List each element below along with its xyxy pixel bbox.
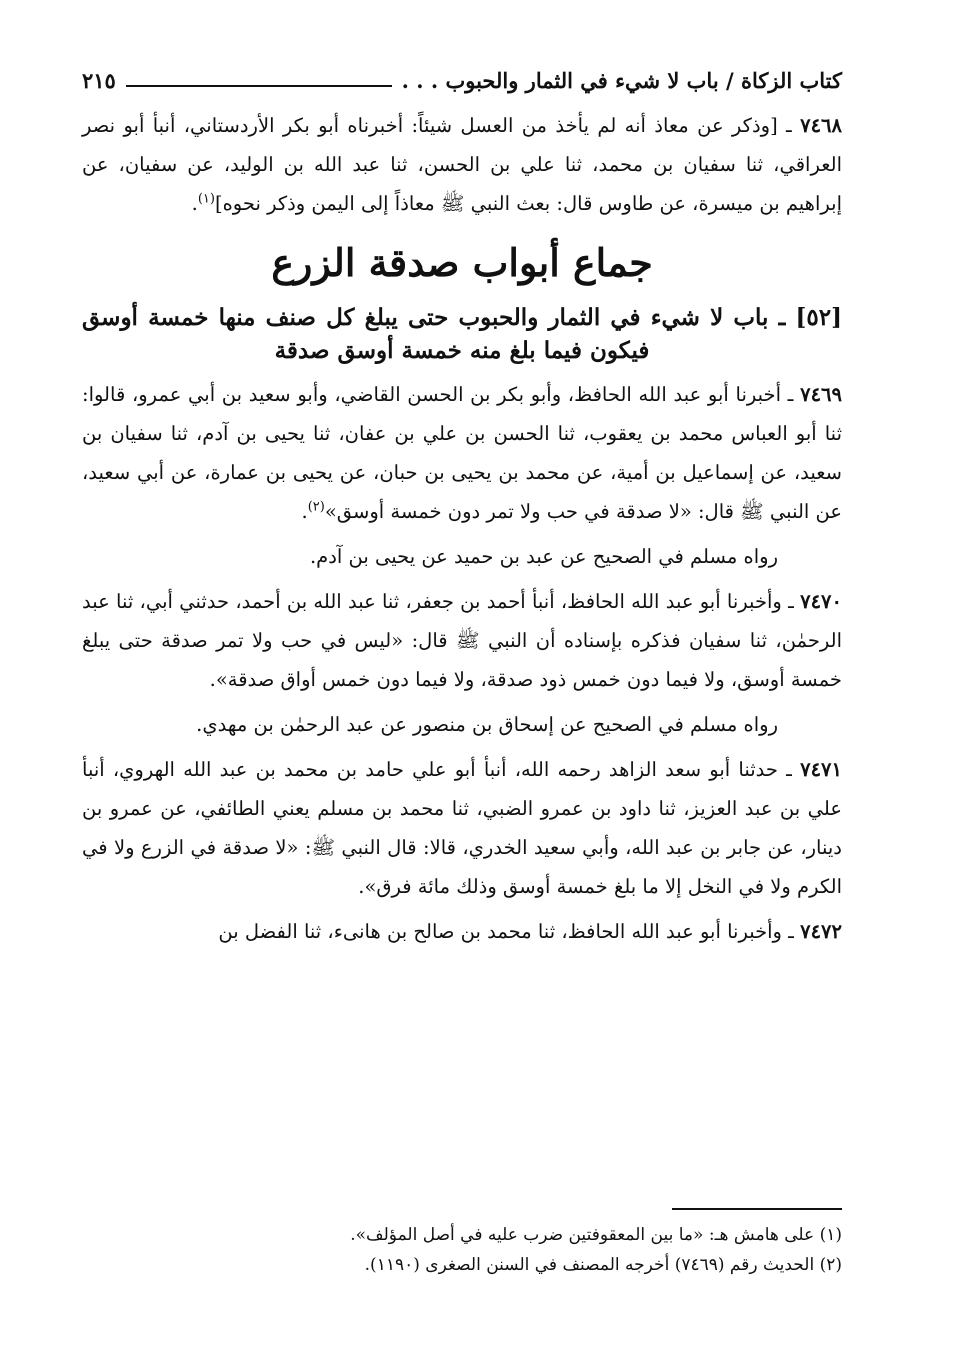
running-title: كتاب الزكاة / باب لا شيء في الثمار والحبوب . . . bbox=[401, 67, 842, 93]
chapter-title-line-2: فيكون فيما بلغ منه خمسة أوسق صدقة bbox=[274, 337, 650, 364]
hadith-end: . bbox=[191, 192, 198, 215]
footnote-1: (١) على هامش هـ: «ما بين المعقوفتين ضرب عليه في أصل المؤلف». bbox=[350, 1225, 842, 1245]
footnote-rule bbox=[672, 1208, 842, 1210]
hadith-text: ـ حدثنا أبو سعد الزاهد رحمه الله، أنبأ أبو علي حامد بن محمد بن عبد الله الهروي، أنبأ علي بن عبد العزيز، ثنا داود بن عمرو الضبي، ثنا محمد بن مسلم يعني الطائفي، عن عمرو بن دينار، عن جابر بن عبد الله، وأبي سعيد الخدري، قالا: قال النبي ﷺ: «لا صدقة في الزرع ولا في الكرم ولا في النخل إلا ما بلغ خمسة أوسق وذلك مائة فرق». bbox=[82, 758, 842, 898]
footnote-ref: (١) bbox=[197, 191, 215, 207]
chapter-title-line-1: [٥٢] ـ باب لا شيء في الثمار والحبوب حتى يبلغ كل صنف منها خمسة أوسق bbox=[82, 304, 842, 331]
hadith-end: . bbox=[301, 500, 308, 523]
header-rule bbox=[126, 85, 392, 87]
section-title: جماع أبواب صدقة الزرع bbox=[271, 240, 653, 285]
hadith-number: ٧٤٧١ bbox=[800, 758, 842, 781]
hadith-7468 bbox=[82, 106, 842, 223]
hadith-number: ٧٤٧٢ bbox=[800, 920, 842, 943]
hadith-7471 bbox=[82, 750, 842, 906]
footnote-2: (٢) الحديث رقم (٧٤٦٩) أخرجه المصنف في السنن الصغرى (١١٩٠). bbox=[364, 1255, 842, 1275]
hadith-text: ـ أخبرنا أبو عبد الله الحافظ، وأبو بكر بن الحسن القاضي، وأبو سعيد بن أبي عمرو، قالوا: ثنا أبو العباس محمد بن يعقوب، ثنا الحسن بن علي بن عفان، ثنا يحيى بن آدم، ثنا سفيان بن سعيد، عن إسماعيل بن أمية، عن محمد بن يحيى بن حبان، عن يحيى بن عمارة، عن أبي سعيد، عن النبي ﷺ قال: «لا صدقة في حب ولا تمر دون خمسة أوسق» bbox=[82, 383, 842, 523]
running-header bbox=[82, 60, 842, 100]
hadith-number: ٧٤٦٨ bbox=[800, 114, 842, 137]
page-body bbox=[82, 60, 842, 951]
footnotes bbox=[82, 1208, 842, 1280]
hadith-text: ـ وأخبرنا أبو عبد الله الحافظ، ثنا محمد بن صالح بن هانىء، ثنا الفضل بن bbox=[218, 920, 794, 943]
chapter-title bbox=[82, 301, 842, 367]
hadith-number: ٧٤٧٠ bbox=[800, 590, 842, 613]
riwaya-note-2: رواه مسلم في الصحيح عن إسحاق بن منصور عن عبد الرحمٰن بن مهدي. bbox=[196, 713, 778, 736]
page-number: ٢١٥ bbox=[82, 67, 116, 93]
hadith-7469 bbox=[82, 375, 842, 531]
hadith-number: ٧٤٦٩ bbox=[800, 383, 843, 406]
hadith-text: ـ [وذكر عن معاذ أنه لم يأخذ من العسل شيئاً: أخبرناه أبو بكر الأردستاني، أنبأ أبو نصر العراقي، ثنا سفيان بن محمد، ثنا علي بن الحسن، ثنا عبد الله بن الوليد، عن سفيان، عن إبراهيم بن ميسرة، عن طاوس قال: بعث النبي ﷺ معاذاً إلى اليمن وذكر نحوه] bbox=[82, 114, 842, 215]
hadith-7470 bbox=[82, 582, 842, 699]
footnote-ref: (٢) bbox=[307, 499, 325, 515]
hadith-7472 bbox=[82, 912, 842, 951]
riwaya-note-1: رواه مسلم في الصحيح عن عبد بن حميد عن يحيى بن آدم. bbox=[309, 545, 778, 568]
hadith-text: ـ وأخبرنا أبو عبد الله الحافظ، أنبأ أحمد بن جعفر، ثنا عبد الله بن أحمد، حدثني أبي، ثنا عبد الرحمٰن، ثنا سفيان فذكره بإسناده أن النبي ﷺ قال: «ليس في حب ولا تمر صدقة حتى يبلغ خمسة أوسق، ولا فيما دون خمس ذود صدقة، ولا فيما دون خمس أواق صدقة». bbox=[82, 590, 842, 691]
